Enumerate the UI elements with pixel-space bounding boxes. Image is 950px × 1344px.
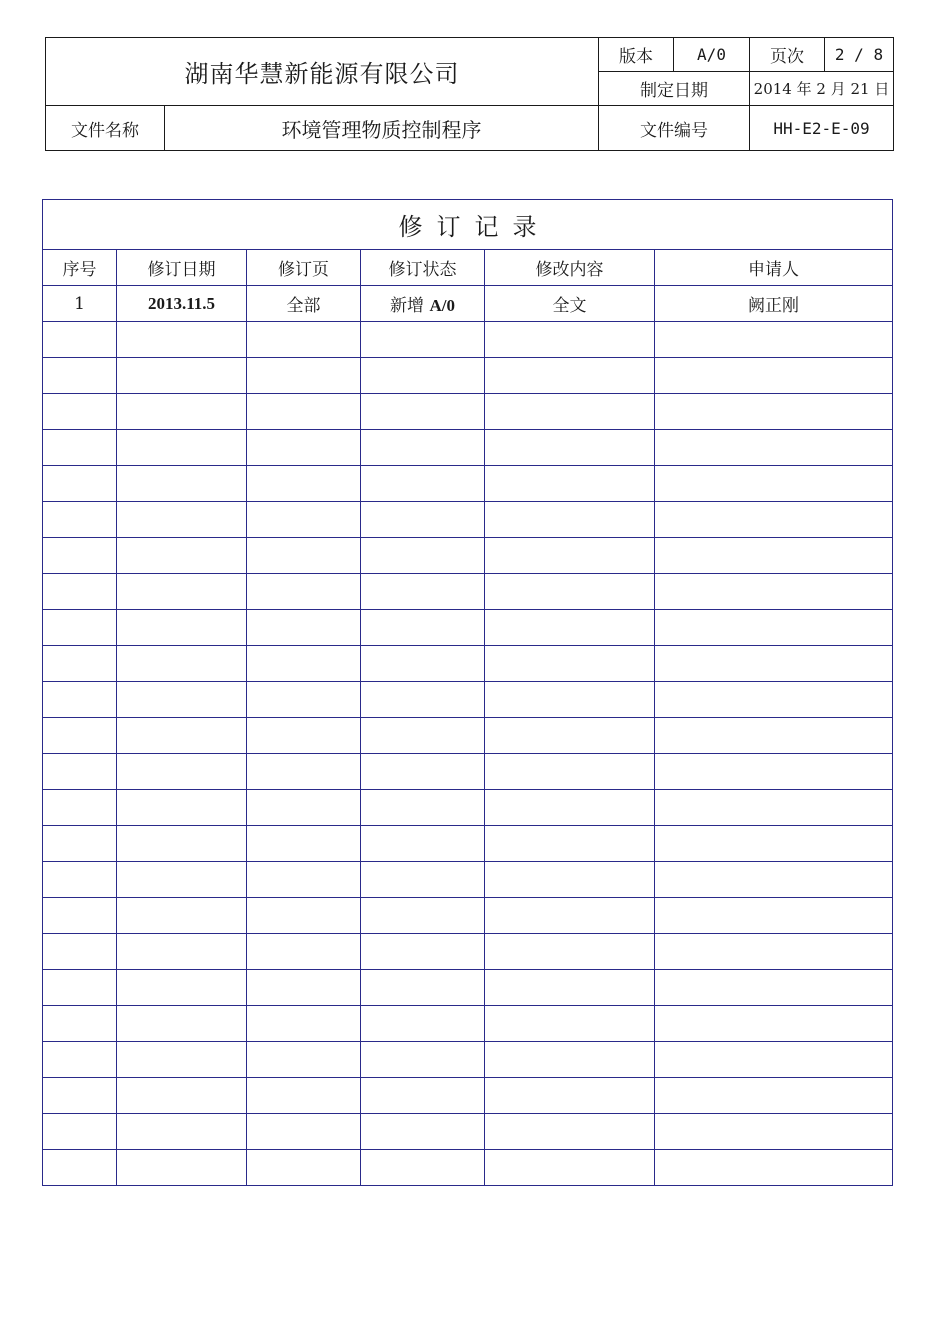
empty-cell [655,1042,893,1078]
empty-cell [485,1078,655,1114]
empty-cell [247,934,361,970]
empty-cell [361,826,485,862]
empty-cell [247,358,361,394]
empty-cell [43,466,117,502]
document-header-table [45,37,894,151]
empty-cell [485,754,655,790]
empty-cell [247,646,361,682]
version-value: A/0 [674,38,750,72]
empty-cell [117,358,247,394]
table-row-empty [43,1150,893,1186]
empty-cell [117,790,247,826]
empty-cell [655,1150,893,1186]
page-value: 2 / 8 [825,38,894,72]
revision-record-table [42,199,893,1186]
table-row-empty [43,754,893,790]
empty-cell [361,466,485,502]
empty-cell [655,610,893,646]
empty-cell [247,898,361,934]
empty-cell [655,646,893,682]
empty-cell [117,574,247,610]
empty-cell [43,322,117,358]
empty-cell [247,1006,361,1042]
empty-cell [361,646,485,682]
empty-cell [361,1150,485,1186]
empty-cell [43,970,117,1006]
empty-cell [43,646,117,682]
empty-cell [247,466,361,502]
table-row-empty [43,574,893,610]
empty-cell [655,898,893,934]
empty-cell [117,610,247,646]
empty-cell [43,394,117,430]
empty-cell [43,790,117,826]
empty-cell [655,970,893,1006]
empty-cell [117,862,247,898]
empty-cell [43,862,117,898]
table-row-empty [43,934,893,970]
empty-cell [485,934,655,970]
empty-cell [117,1042,247,1078]
cell-content: 全文 [485,286,655,322]
empty-cell [247,790,361,826]
empty-cell [655,502,893,538]
table-row-empty [43,1078,893,1114]
empty-cell [361,682,485,718]
revision-title: 修订记录 [43,200,893,250]
status-prefix: 新增 [390,296,430,316]
empty-cell [655,934,893,970]
empty-cell [43,1150,117,1186]
col-header-status: 修订状态 [361,250,485,286]
table-row-empty [43,790,893,826]
table-row-empty [43,718,893,754]
empty-cell [485,322,655,358]
empty-cell [655,430,893,466]
empty-cell [117,718,247,754]
col-header-no: 序号 [43,250,117,286]
empty-cell [117,826,247,862]
empty-cell [247,322,361,358]
empty-cell [43,538,117,574]
table-row-empty [43,430,893,466]
empty-cell [485,646,655,682]
cell-date: 2013.11.5 [117,286,247,322]
table-row-empty [43,682,893,718]
table-row-empty [43,862,893,898]
empty-cell [655,574,893,610]
empty-cell [361,1114,485,1150]
empty-cell [361,718,485,754]
page-label: 页次 [750,38,825,72]
table-row-empty [43,358,893,394]
docno-value: HH-E2-E-09 [750,106,894,151]
empty-cell [485,538,655,574]
date-label: 制定日期 [599,72,750,106]
empty-cell [361,430,485,466]
docno-label: 文件编号 [599,106,750,151]
empty-cell [43,610,117,646]
empty-cell [361,1042,485,1078]
empty-cell [117,538,247,574]
empty-cell [485,574,655,610]
empty-cell [117,682,247,718]
empty-cell [485,466,655,502]
empty-cell [43,502,117,538]
cell-no: 1 [43,286,117,322]
empty-cell [485,790,655,826]
table-row-empty [43,898,893,934]
empty-cell [655,1078,893,1114]
empty-cell [485,394,655,430]
empty-cell [247,682,361,718]
table-row-empty [43,646,893,682]
empty-cell [655,718,893,754]
empty-cell [43,1042,117,1078]
empty-cell [655,790,893,826]
empty-cell [117,754,247,790]
table-row [43,286,893,322]
empty-cell [485,862,655,898]
company-name: 湖南华慧新能源有限公司 [46,38,599,106]
empty-cell [117,1006,247,1042]
empty-cell [43,826,117,862]
empty-cell [117,1114,247,1150]
table-row-empty [43,502,893,538]
empty-cell [247,1042,361,1078]
empty-cell [485,826,655,862]
empty-cell [361,790,485,826]
empty-cell [117,970,247,1006]
empty-cell [117,466,247,502]
empty-cell [361,502,485,538]
table-row-empty [43,538,893,574]
empty-cell [247,826,361,862]
cell-status [361,286,485,322]
col-header-content: 修改内容 [485,250,655,286]
table-row-empty [43,466,893,502]
empty-cell [655,322,893,358]
cell-page: 全部 [247,286,361,322]
empty-cell [361,934,485,970]
empty-cell [247,1078,361,1114]
col-header-page: 修订页 [247,250,361,286]
empty-cell [655,466,893,502]
empty-cell [485,718,655,754]
empty-cell [361,862,485,898]
table-row-empty [43,394,893,430]
empty-cell [485,430,655,466]
col-header-applicant: 申请人 [655,250,893,286]
empty-cell [117,898,247,934]
empty-cell [247,754,361,790]
empty-cell [43,682,117,718]
table-row-empty [43,1114,893,1150]
empty-cell [117,1078,247,1114]
empty-cell [485,970,655,1006]
empty-cell [43,718,117,754]
empty-cell [117,646,247,682]
empty-cell [361,1006,485,1042]
empty-cell [655,358,893,394]
table-row-empty [43,610,893,646]
empty-cell [655,826,893,862]
empty-cell [247,538,361,574]
empty-cell [655,538,893,574]
empty-cell [361,610,485,646]
empty-cell [43,1006,117,1042]
empty-cell [117,934,247,970]
empty-cell [655,682,893,718]
empty-cell [655,394,893,430]
empty-cell [247,574,361,610]
empty-cell [485,1006,655,1042]
col-header-date: 修订日期 [117,250,247,286]
empty-cell [117,502,247,538]
empty-cell [361,574,485,610]
empty-cell [247,394,361,430]
table-row-empty [43,826,893,862]
empty-cell [247,862,361,898]
empty-cell [361,970,485,1006]
empty-cell [361,322,485,358]
empty-cell [247,430,361,466]
empty-cell [117,430,247,466]
empty-cell [655,754,893,790]
empty-cell [361,358,485,394]
table-row-empty [43,322,893,358]
empty-cell [247,1114,361,1150]
empty-cell [43,358,117,394]
empty-cell [655,862,893,898]
empty-cell [247,970,361,1006]
empty-cell [485,610,655,646]
table-row-empty [43,1006,893,1042]
cell-applicant: 阙正刚 [655,286,893,322]
empty-cell [247,610,361,646]
empty-cell [485,1042,655,1078]
empty-cell [43,574,117,610]
empty-cell [43,1078,117,1114]
empty-cell [43,430,117,466]
empty-cell [117,394,247,430]
empty-cell [485,898,655,934]
empty-cell [247,502,361,538]
empty-cell [117,322,247,358]
empty-cell [43,934,117,970]
empty-cell [247,1150,361,1186]
empty-cell [361,1078,485,1114]
empty-cell [361,394,485,430]
status-code: A/0 [429,296,455,315]
empty-cell [485,358,655,394]
empty-cell [117,1150,247,1186]
empty-cell [485,1114,655,1150]
empty-cell [43,754,117,790]
date-value: 2014 年 2 月 21 日 [750,72,894,106]
empty-cell [655,1114,893,1150]
empty-cell [361,898,485,934]
docname-value: 环境管理物质控制程序 [165,106,599,151]
empty-cell [43,1114,117,1150]
empty-cell [485,1150,655,1186]
empty-cell [485,502,655,538]
docname-label: 文件名称 [46,106,165,151]
empty-cell [655,1006,893,1042]
empty-cell [43,898,117,934]
empty-cell [361,754,485,790]
table-row-empty [43,970,893,1006]
empty-cell [247,718,361,754]
empty-cell [485,682,655,718]
version-label: 版本 [599,38,674,72]
table-row-empty [43,1042,893,1078]
empty-cell [361,538,485,574]
